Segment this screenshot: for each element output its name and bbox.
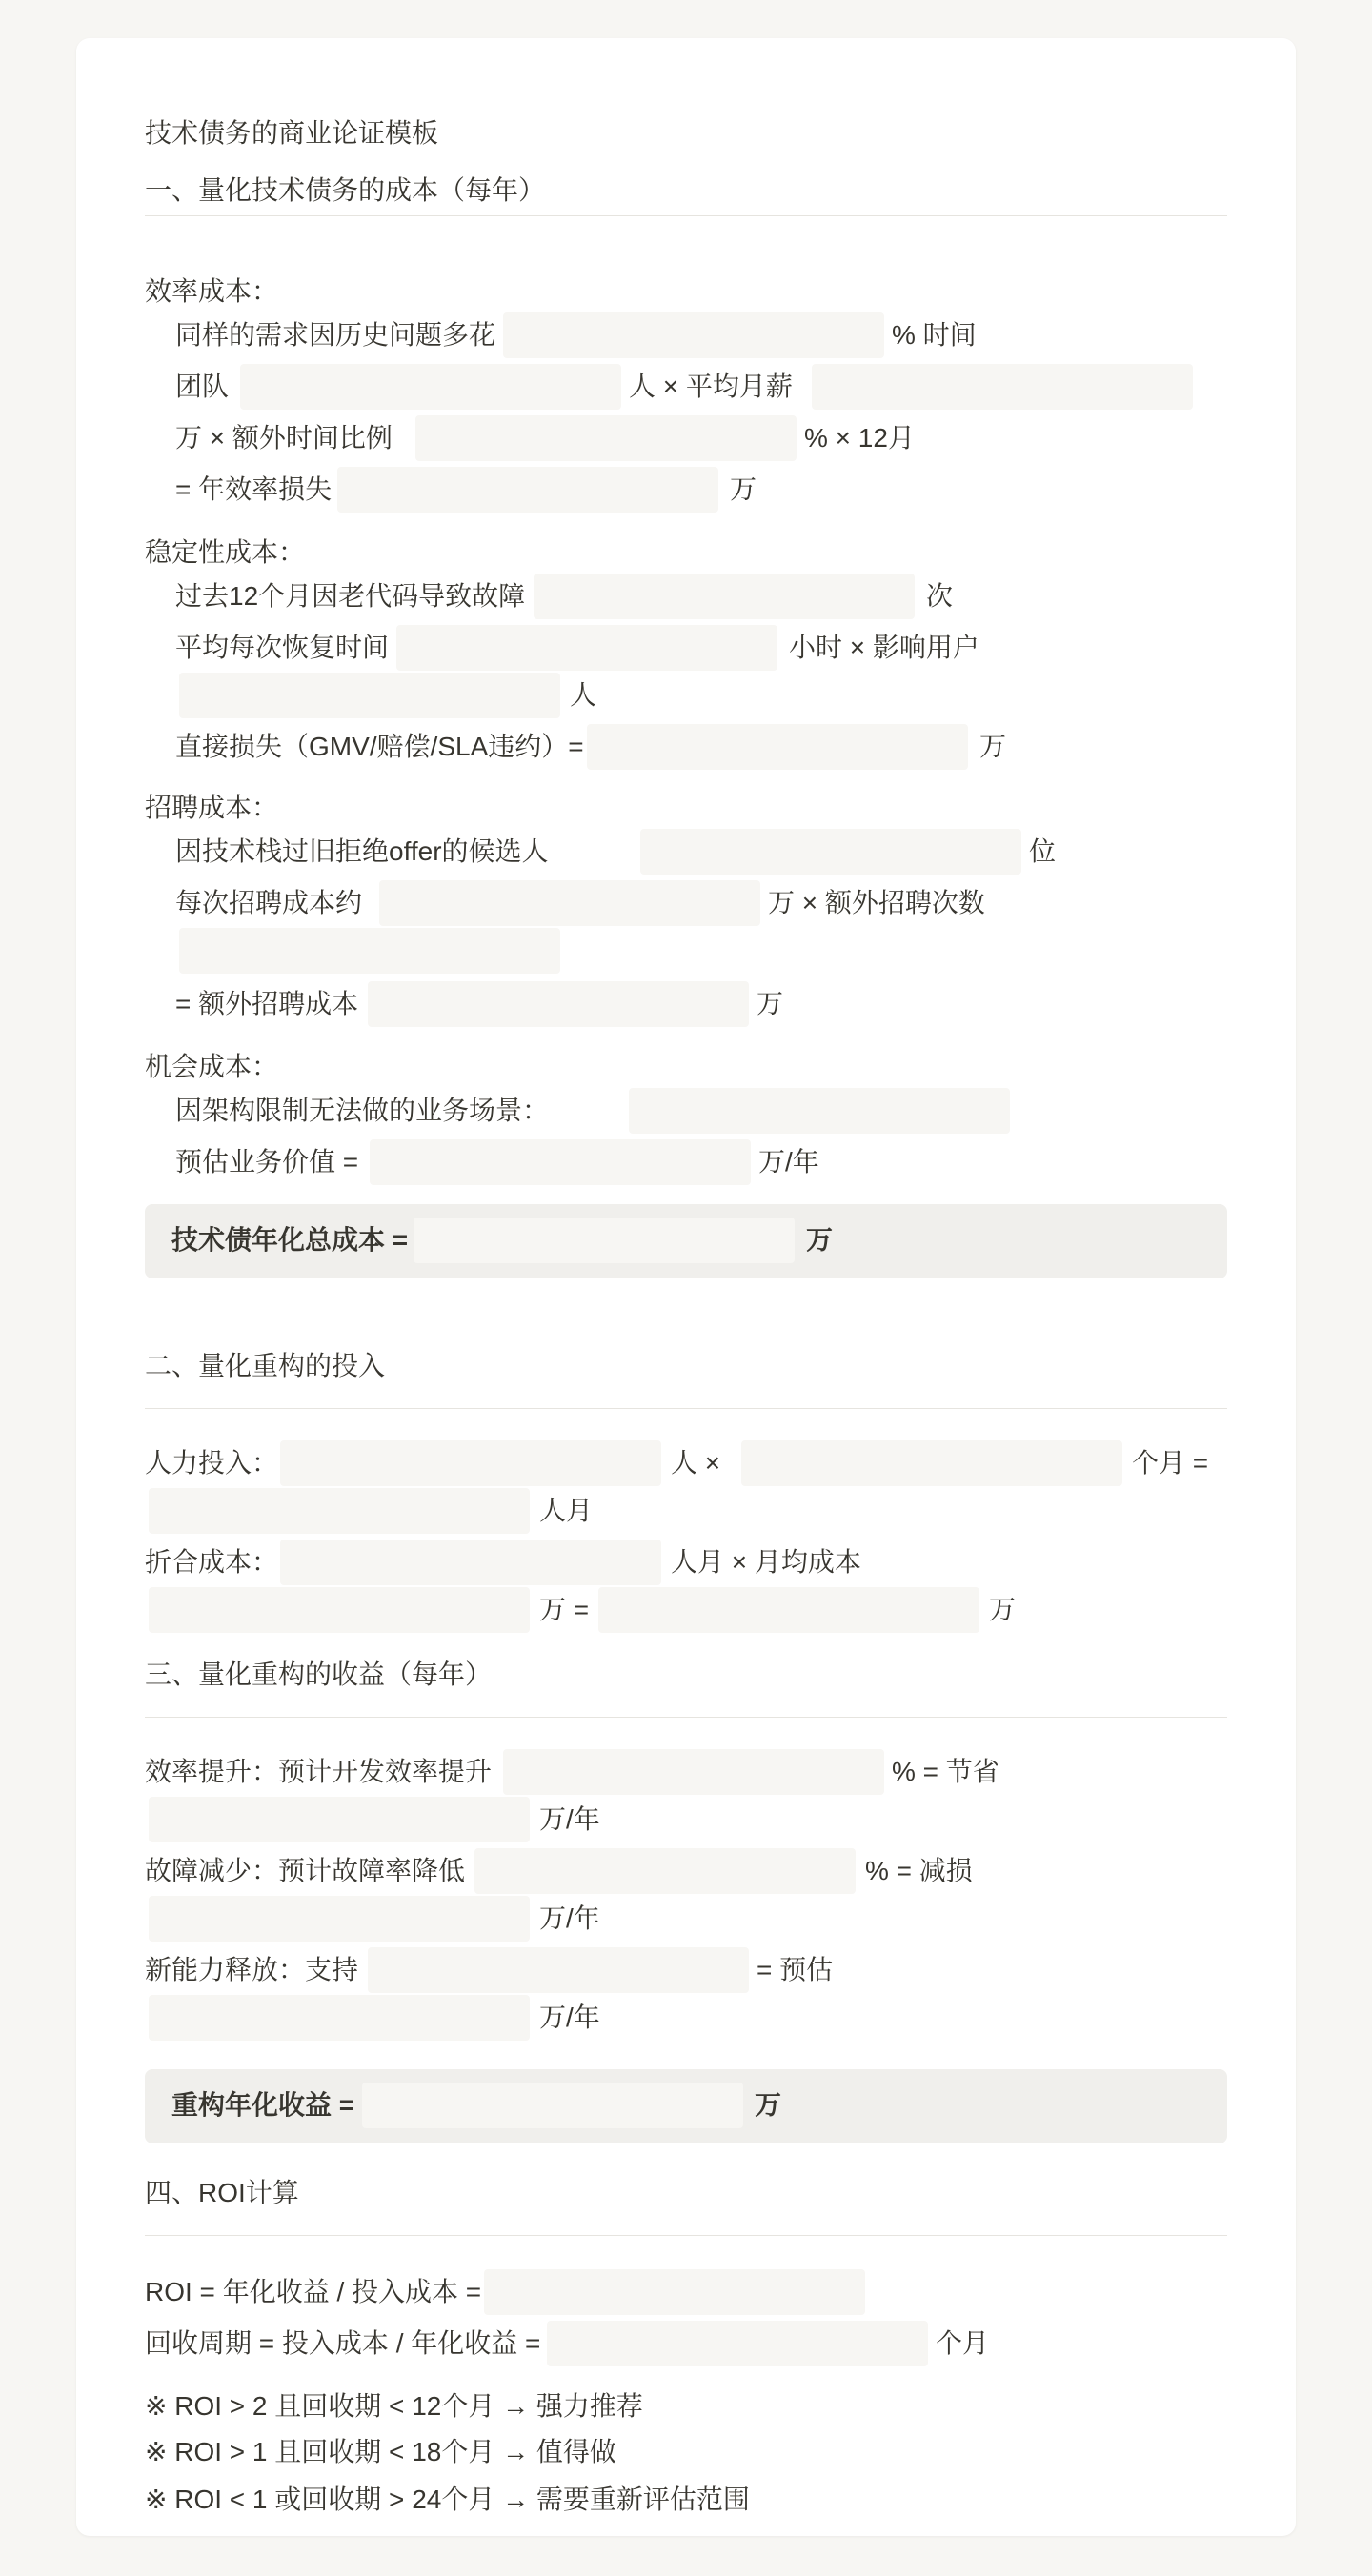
extra-time-ratio-label: 万 × 额外时间比例 — [175, 423, 393, 453]
hiring-cost-per-label: 每次招聘成本约 — [175, 888, 363, 917]
roi-note: ※ ROI < 1 或回收期 > 24个月 → 需要重新评估范围 — [145, 2485, 750, 2514]
labor-input-label: 人力投入： — [145, 1448, 279, 1478]
monthly-cost-label: 人月 × 月均成本 — [671, 1547, 861, 1577]
converted-cost-label: 折合成本： — [145, 1547, 279, 1577]
tech-debt-total-input[interactable] — [414, 1218, 795, 1263]
extra-time-ratio-unit: % × 12月 — [804, 423, 915, 453]
incident-count-unit: 次 — [926, 581, 954, 611]
avg-salary-input[interactable] — [812, 364, 1193, 410]
direct-loss-input[interactable] — [587, 724, 968, 770]
incident-count-input[interactable] — [534, 574, 915, 619]
new-capability-estimate-label: = 预估 — [757, 1955, 834, 1984]
extra-hiring-cost-unit: 万 — [757, 989, 784, 1018]
section-heading-roi: 四、ROI计算 — [145, 2178, 299, 2207]
labor-months-unit: 个月 = — [1132, 1448, 1209, 1478]
page-title: 技术债务的商业论证模板 — [145, 118, 439, 148]
business-value-input[interactable] — [370, 1139, 751, 1185]
avg-salary-label: 人 × 平均月薪 — [629, 372, 793, 401]
divider — [145, 1408, 1227, 1409]
extra-hiring-cost-input[interactable] — [368, 981, 749, 1027]
rejected-candidates-input[interactable] — [640, 829, 1021, 875]
labor-person-months-unit: 人月 — [539, 1496, 594, 1525]
recovery-time-input[interactable] — [396, 625, 777, 671]
hiring-cost-per-input[interactable] — [379, 880, 760, 926]
opportunity-cost-label: 机会成本： — [145, 1052, 279, 1081]
efficiency-extra-time-unit: % 时间 — [892, 320, 977, 350]
team-size-input[interactable] — [240, 364, 621, 410]
roi-input[interactable] — [484, 2269, 865, 2315]
investment-total-input[interactable] — [598, 1587, 979, 1633]
tech-debt-total-label: 技术债年化总成本 = — [172, 1225, 409, 1255]
roi-label: ROI = 年化收益 / 投入成本 = — [145, 2277, 482, 2306]
extra-time-ratio-input[interactable] — [415, 415, 797, 461]
affected-users-input[interactable] — [179, 673, 560, 718]
refactor-benefit-total-input[interactable] — [362, 2083, 743, 2128]
new-capability-value-input[interactable] — [149, 1995, 530, 2041]
rejected-candidates-label: 因技术栈过旧拒绝offer的候选人 — [175, 836, 549, 866]
new-capability-input[interactable] — [368, 1947, 749, 1993]
direct-loss-unit: 万 — [979, 732, 1007, 761]
hiring-cost-label: 招聘成本： — [145, 793, 279, 822]
investment-total-unit: 万 — [989, 1595, 1017, 1624]
affected-users-unit: 人 — [570, 680, 597, 710]
incident-count-label: 过去12个月因老代码导致故障 — [175, 581, 526, 611]
fault-reduction-label: 故障减少：预计故障率降低 — [145, 1856, 466, 1885]
team-size-label: 团队 — [175, 372, 230, 401]
labor-people-unit: 人 × — [671, 1448, 721, 1478]
labor-months-input[interactable] — [741, 1440, 1122, 1486]
extra-hiring-cost-label: = 额外招聘成本 — [175, 989, 359, 1018]
tech-debt-total-box — [145, 1204, 1227, 1278]
section-heading-investment: 二、量化重构的投入 — [145, 1351, 386, 1380]
annual-efficiency-loss-unit: 万 — [730, 474, 757, 504]
extra-hires-input[interactable] — [179, 928, 560, 974]
business-value-label: 预估业务价值 = — [175, 1147, 359, 1177]
payback-unit: 个月 — [936, 2328, 990, 2358]
blocked-scenarios-label: 因架构限制无法做的业务场景： — [175, 1096, 550, 1125]
loss-reduction-unit: 万/年 — [539, 1903, 600, 1933]
document-card — [76, 38, 1296, 2536]
labor-person-months-input[interactable] — [149, 1488, 530, 1534]
roi-note: ※ ROI > 2 且回收期 < 12个月 → 强力推荐 — [145, 2391, 643, 2421]
rejected-candidates-unit: 位 — [1029, 836, 1057, 866]
roi-note: ※ ROI > 1 且回收期 < 18个月 → 值得做 — [145, 2437, 616, 2466]
refactor-benefit-total-box — [145, 2069, 1227, 2143]
section-heading-cost: 一、量化技术债务的成本（每年） — [145, 175, 546, 205]
section-heading-benefit: 三、量化重构的收益（每年） — [145, 1660, 493, 1689]
monthly-cost-input[interactable] — [149, 1587, 530, 1633]
monthly-cost-unit: 万 = — [539, 1595, 590, 1624]
affected-users-label: 小时 × 影响用户 — [789, 633, 979, 662]
efficiency-saving-input[interactable] — [149, 1797, 530, 1842]
converted-person-months-input[interactable] — [280, 1540, 661, 1585]
efficiency-cost-label: 效率成本： — [145, 276, 279, 306]
labor-people-input[interactable] — [280, 1440, 661, 1486]
tech-debt-total-unit: 万 — [806, 1225, 834, 1255]
business-value-unit: 万/年 — [758, 1147, 819, 1177]
blocked-scenarios-input[interactable] — [629, 1088, 1010, 1134]
direct-loss-label: 直接损失（GMV/赔偿/SLA违约）= — [175, 732, 584, 761]
loss-reduction-label: % = 减损 — [865, 1856, 973, 1885]
stability-cost-label: 稳定性成本： — [145, 537, 306, 567]
annual-efficiency-loss-label: = 年效率损失 — [175, 474, 333, 504]
loss-reduction-input[interactable] — [149, 1896, 530, 1942]
efficiency-saving-label: % = 节省 — [892, 1757, 999, 1786]
efficiency-gain-input[interactable] — [503, 1749, 884, 1795]
efficiency-extra-time-label: 同样的需求因历史问题多花 — [175, 320, 496, 350]
divider — [145, 2235, 1227, 2236]
efficiency-gain-label: 效率提升：预计开发效率提升 — [145, 1757, 493, 1786]
recovery-time-label: 平均每次恢复时间 — [175, 633, 390, 662]
refactor-benefit-total-unit: 万 — [755, 2090, 782, 2120]
new-capability-label: 新能力释放：支持 — [145, 1955, 359, 1984]
payback-input[interactable] — [547, 2321, 928, 2366]
efficiency-extra-time-input[interactable] — [503, 312, 884, 358]
payback-label: 回收周期 = 投入成本 / 年化收益 = — [145, 2328, 541, 2358]
fault-reduction-input[interactable] — [474, 1848, 856, 1894]
refactor-benefit-total-label: 重构年化收益 = — [172, 2090, 355, 2120]
divider — [145, 215, 1227, 216]
divider — [145, 1717, 1227, 1718]
annual-efficiency-loss-input[interactable] — [337, 467, 718, 513]
new-capability-value-unit: 万/年 — [539, 2002, 600, 2032]
extra-hires-label: 万 × 额外招聘次数 — [768, 888, 985, 917]
efficiency-saving-unit: 万/年 — [539, 1804, 600, 1834]
